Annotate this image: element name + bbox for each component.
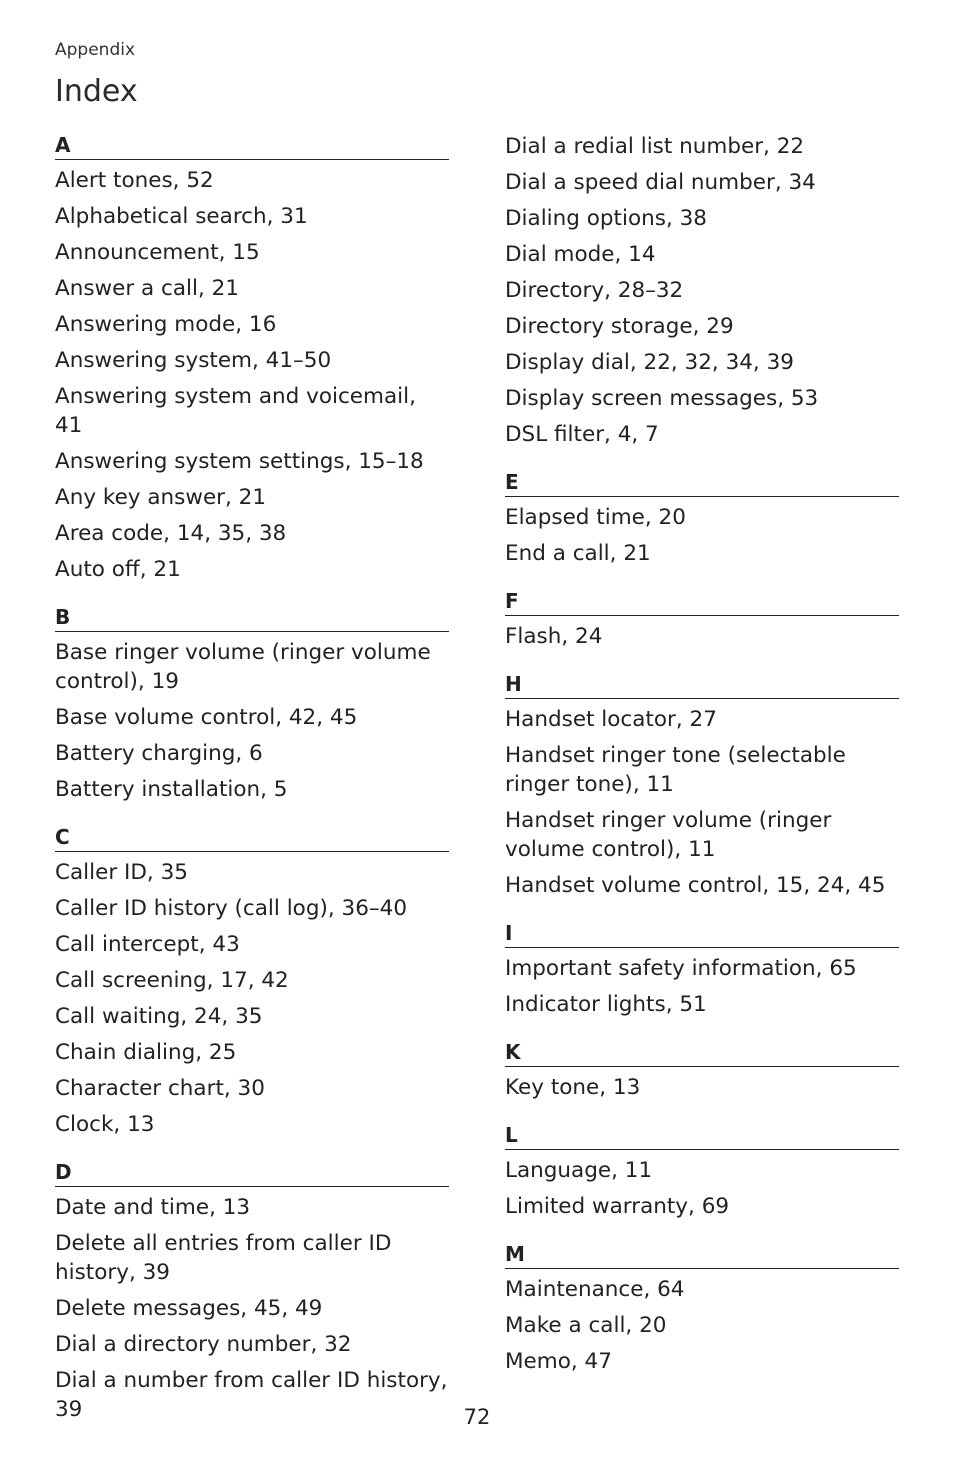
index-entry: Display screen messages, 53 bbox=[505, 386, 819, 411]
index-column-right bbox=[505, 132, 899, 1396]
index-letter-heading: I bbox=[505, 920, 899, 948]
index-entry: Delete messages, 45, 49 bbox=[55, 1296, 323, 1321]
index-group-i bbox=[505, 920, 899, 1019]
index-letter-heading: A bbox=[55, 132, 449, 160]
index-entry: Handset ringer tone (selectable ringer tone), 11 bbox=[505, 743, 846, 797]
index-entry: Base volume control, 42, 45 bbox=[55, 705, 358, 730]
index-entry: Maintenance, 64 bbox=[505, 1277, 685, 1302]
index-entry-list bbox=[505, 622, 899, 651]
index-entry-list bbox=[55, 638, 449, 804]
index-letter-heading: D bbox=[55, 1159, 449, 1187]
index-entry: Answering mode, 16 bbox=[55, 312, 277, 337]
index-group-f bbox=[505, 588, 899, 651]
index-entry: Call waiting, 24, 35 bbox=[55, 1004, 263, 1029]
index-entry: Announcement, 15 bbox=[55, 240, 260, 265]
index-entry: Area code, 14, 35, 38 bbox=[55, 521, 287, 546]
index-entry: Limited warranty, 69 bbox=[505, 1194, 730, 1219]
index-letter-heading: E bbox=[505, 469, 899, 497]
index-letter-heading: H bbox=[505, 671, 899, 699]
index-entry: Dial a number from caller ID history, 39 bbox=[55, 1368, 448, 1422]
index-letter-heading: K bbox=[505, 1039, 899, 1067]
index-entry: Elapsed time, 20 bbox=[505, 505, 686, 530]
index-letter-heading: M bbox=[505, 1241, 899, 1269]
index-group-c bbox=[55, 824, 449, 1139]
index-entry: Alphabetical search, 31 bbox=[55, 204, 308, 229]
index-entry-list bbox=[505, 132, 899, 449]
index-group-e bbox=[505, 469, 899, 568]
index-entry: Dial a redial list number, 22 bbox=[505, 134, 805, 159]
page-number: 72 bbox=[463, 1405, 491, 1429]
index-column-left bbox=[55, 132, 449, 1444]
index-entry: Directory, 28–32 bbox=[505, 278, 684, 303]
index-entry-list bbox=[505, 1073, 899, 1102]
index-entry: Date and time, 13 bbox=[55, 1195, 251, 1220]
index-entry: Memo, 47 bbox=[505, 1349, 612, 1374]
index-letter-heading: F bbox=[505, 588, 899, 616]
index-entry: Battery installation, 5 bbox=[55, 777, 288, 802]
index-entry: Handset locator, 27 bbox=[505, 707, 717, 732]
index-entry: Caller ID history (call log), 36–40 bbox=[55, 896, 408, 921]
index-letter-heading: L bbox=[505, 1122, 899, 1150]
index-entry: Handset volume control, 15, 24, 45 bbox=[505, 873, 886, 898]
index-entry: End a call, 21 bbox=[505, 541, 651, 566]
index-entry: Indicator lights, 51 bbox=[505, 992, 707, 1017]
index-entry: Call intercept, 43 bbox=[55, 932, 240, 957]
index-entry: DSL filter, 4, 7 bbox=[505, 422, 659, 447]
index-group-a bbox=[55, 132, 449, 584]
index-entry: Dial a speed dial number, 34 bbox=[505, 170, 816, 195]
index-entry: Directory storage, 29 bbox=[505, 314, 734, 339]
index-group-continued bbox=[505, 132, 899, 449]
index-entry: Auto off, 21 bbox=[55, 557, 181, 582]
index-entry-list bbox=[55, 858, 449, 1139]
index-entry: Language, 11 bbox=[505, 1158, 653, 1183]
index-entry: Delete all entries from caller ID history, 39 bbox=[55, 1231, 392, 1285]
index-group-b bbox=[55, 604, 449, 804]
index-entry-list bbox=[505, 503, 899, 568]
index-entry: Battery charging, 6 bbox=[55, 741, 263, 766]
index-entry: Handset ringer volume (ringer volume control), 11 bbox=[505, 808, 832, 862]
index-entry: Dial a directory number, 32 bbox=[55, 1332, 352, 1357]
index-entry-list bbox=[55, 166, 449, 584]
index-group-m bbox=[505, 1241, 899, 1376]
index-entry: Clock, 13 bbox=[55, 1112, 155, 1137]
index-letter-heading: C bbox=[55, 824, 449, 852]
page-title: Index bbox=[55, 74, 138, 109]
index-entry: Dial mode, 14 bbox=[505, 242, 656, 267]
index-entry-list bbox=[505, 1275, 899, 1376]
index-entry: Alert tones, 52 bbox=[55, 168, 214, 193]
index-entry: Dialing options, 38 bbox=[505, 206, 707, 231]
index-entry-list bbox=[505, 1156, 899, 1221]
index-entry: Answering system and voicemail, 41 bbox=[55, 384, 416, 438]
index-group-k bbox=[505, 1039, 899, 1102]
index-entry: Chain dialing, 25 bbox=[55, 1040, 237, 1065]
index-entry-list bbox=[505, 954, 899, 1019]
index-entry: Important safety information, 65 bbox=[505, 956, 857, 981]
section-label: Appendix bbox=[55, 40, 136, 60]
index-letter-heading: B bbox=[55, 604, 449, 632]
index-entry-list bbox=[505, 705, 899, 900]
index-group-l bbox=[505, 1122, 899, 1221]
index-entry: Character chart, 30 bbox=[55, 1076, 265, 1101]
index-entry: Answering system settings, 15–18 bbox=[55, 449, 424, 474]
index-entry: Flash, 24 bbox=[505, 624, 603, 649]
index-entry: Call screening, 17, 42 bbox=[55, 968, 289, 993]
index-group-h bbox=[505, 671, 899, 900]
index-entry: Answering system, 41–50 bbox=[55, 348, 332, 373]
index-group-d bbox=[55, 1159, 449, 1424]
index-entry: Any key answer, 21 bbox=[55, 485, 267, 510]
index-entry: Display dial, 22, 32, 34, 39 bbox=[505, 350, 794, 375]
index-entry: Base ringer volume (ringer volume control), 19 bbox=[55, 640, 431, 694]
index-entry: Caller ID, 35 bbox=[55, 860, 188, 885]
index-entry-list bbox=[55, 1193, 449, 1424]
index-entry: Make a call, 20 bbox=[505, 1313, 667, 1338]
index-entry: Key tone, 13 bbox=[505, 1075, 641, 1100]
index-entry: Answer a call, 21 bbox=[55, 276, 239, 301]
